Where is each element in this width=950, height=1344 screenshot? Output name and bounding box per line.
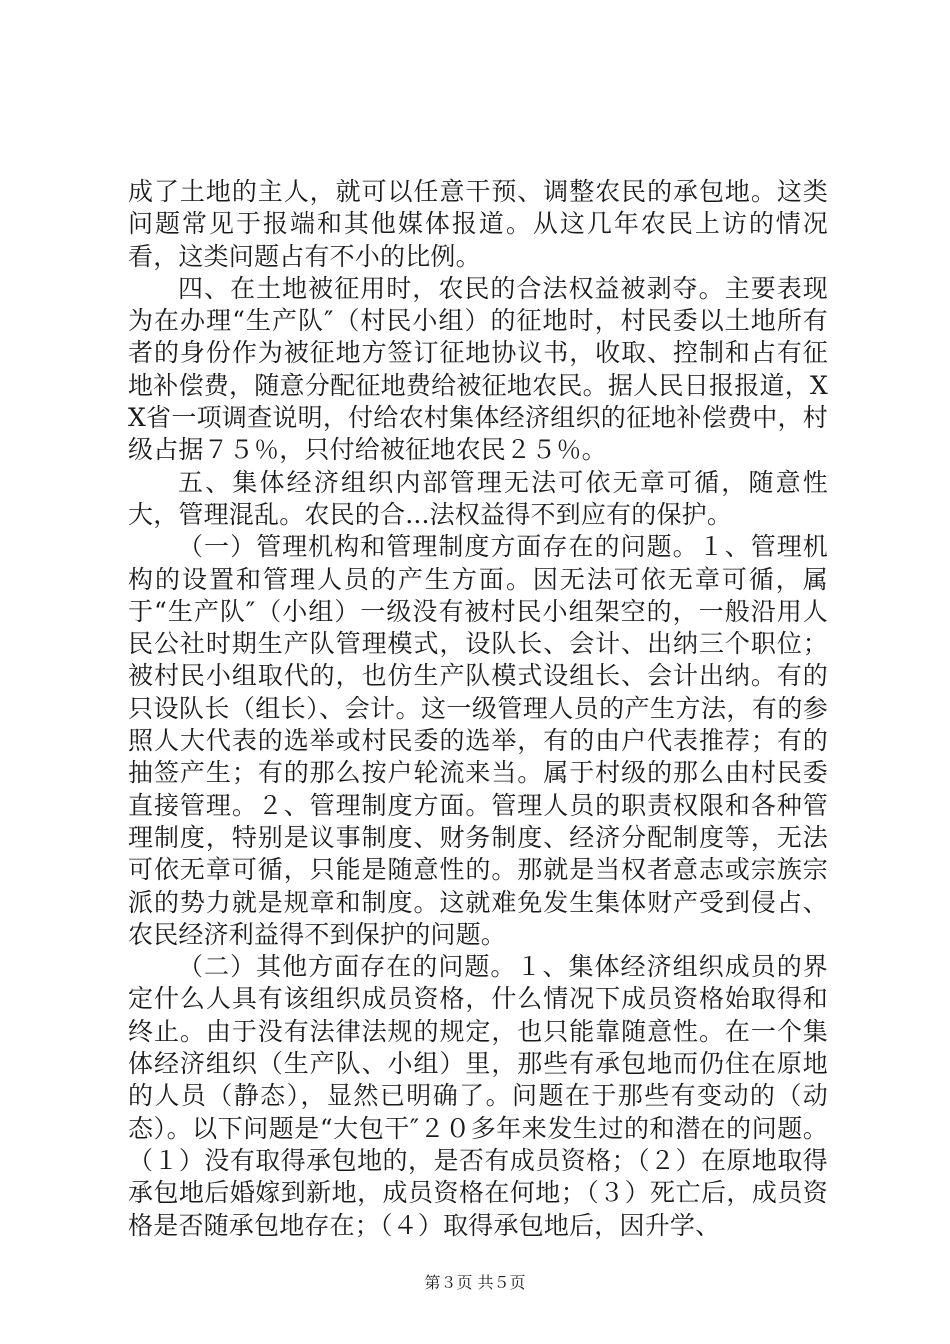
paragraph-point-four: 四、在土地被征用时，农民的合法权益被剥夺。主要表现为在办理“生产队″（村民小组）的征地时，村民委以土地所有者的身份作为被征地方签订征地协议书，收取、控制和占有征地补偿费，随意分配征地费给被征地农民。据人民日报报道，XX省一项调查说明，付给农村集体经济组织的征地补偿费中，村级占据７５％，只付给被征地农民２５％。 (128, 273, 828, 465)
page-number-footer: 第３页 共５页 (424, 1273, 526, 1292)
paragraph-continuation: 成了土地的主人，就可以任意干预、调整农民的承包地。这类问题常见于报端和其他媒体报道。从这几年农民上访的情况看，这类问题占有不小的比例。 (128, 177, 828, 271)
paragraph-point-five: 五、集体经济组织内部管理无法可依无章可循，随意性大，管理混乱。农民的合...法权益得不到应有的保护。 (128, 467, 828, 529)
document-body (128, 176, 828, 1242)
paragraph-sub-one: （一）管理机构和管理制度方面存在的问题。１、管理机构的设置和管理人员的产生方面。因无法可依无章可循，属于“生产队″（小组）一级没有被村民小组架空的，一般沿用人民公社时期生产队管理模式，设队长、会计、出纳三个职位；被村民小组取代的，也仿生产队模式设组长、会计出纳。有的只设队长（组长）、会计。这一级管理人员的产生方法，有的参照人大代表的选举或村民委的选举，有的由户代表推荐；有的抽签产生；有的那么按户轮流来当。属于村级的那么由村民委直接管理。２、管理制度方面。管理人员的职责权限和各种管理制度，特别是议事制度、财务制度、经济分配制度等，无法可依无章可循，只能是随意性的。那就是当权者意志或宗族宗派的势力就是规章和制度。这就难免发生集体财产受到侵占、农民经济利益得不到保护的问题。 (128, 532, 828, 949)
paragraph-sub-two: （二）其他方面存在的问题。１、集体经济组织成员的界定什么人具有该组织成员资格，什么情况下成员资格始取得和终止。由于没有法律法规的规定，也只能靠随意性。在一个集体经济组织（生产队、小组）里，那些有承包地而仍住在原地的人员（静态），显然已明确了。问题在于那些有变动的（动态）。以下问题是“大包干″２０多年来发生过的和潜在的问题。（１）没有取得承包地的，是否有成员资格；（２）在原地取得承包地后婚嫁到新地，成员资格在何地；（３）死亡后，成员资格是否随承包地存在；（４）取得承包地后，因升学、 (128, 952, 828, 1240)
